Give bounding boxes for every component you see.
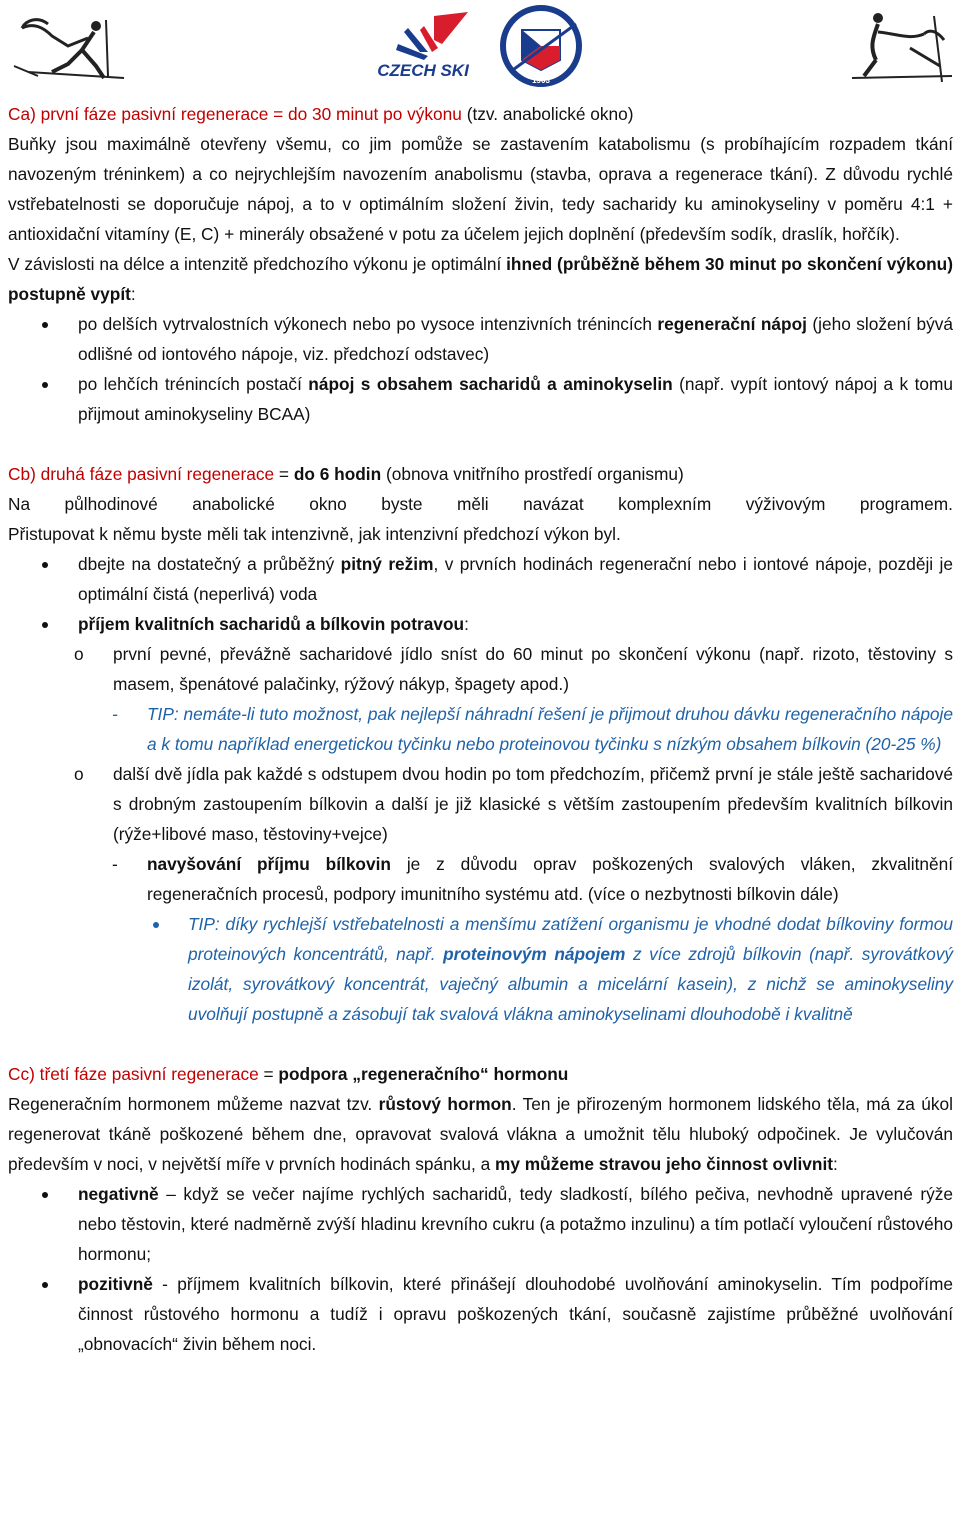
list-item: dbejte na dostatečný a průběžný pitný režim, v prvních hodinách regenerační nebo i iontové nápoje, později je optimální čistá (neperlivá) voda (8, 549, 953, 609)
bullet-marker (42, 609, 48, 639)
list-item: příjem kvalitních sacharidů a bílkovin potravou: (8, 609, 953, 639)
dash-marker: - (112, 854, 118, 874)
circle-marker: o (74, 764, 84, 784)
page-header (0, 0, 960, 92)
dash-item: - navyšování příjmu bílkovin je z důvodu oprav poškozených svalových vláken, zkvalitnění regeneračních procesů, podpory imunitního systému atd. (více o nezbytnosti bílkovin dále) (8, 849, 953, 909)
czech-ski-logo (368, 8, 478, 86)
bullet-marker (42, 1179, 48, 1209)
section-b-paragraph-1: Na půlhodinové anabolické okno byste měli navázat komplexním výživovým programem. (8, 494, 953, 514)
section-a-paragraph-2: V závislosti na délce a intenzitě předchozího výkonu je optimální ihned (průběžně během 30 minut po skončení výkonu) postupně vypít: (8, 254, 953, 304)
bullet-marker (153, 909, 159, 939)
skier-logo-right (848, 4, 956, 86)
section-a-paragraph-1: Buňky jsou maximálně otevřeny všemu, co jim pomůže se zastavením katabolismu (s probíhajícím rozpadem tkání navozeným tréninkem) a co nejrychlejším navozením anabolismu (stavba, oprava a regenerace tkání). Z důvodu rychlé vstřebatelnosti se doporučuje nápoj, a to v optimálním složení živin, tedy sacharidy ku aminokyseliny v poměru 4:1 + antioxidační vitamíny (E, C) + minerály obsažené v potu za účelem jejich doplnění (především sodík, draslík, hořčík). (8, 134, 953, 244)
section-b-heading-title: Cb) druhá fáze pasivní regenerace (8, 464, 275, 484)
sub-list-item: o další dvě jídla pak každé s odstupem dvou hodin po tom předchozím, přičemž první je stále ještě sacharidové s drobným zastoupením bílkovin a další je již klasické s větším zastoupením především kvalitních bílkovin (rýže+libové maso, těstoviny+vejce) (8, 759, 953, 849)
document-body (8, 99, 953, 1359)
dash-marker: - (112, 704, 118, 724)
section-c-heading-title: Cc) třetí fáze pasivní regenerace (8, 1064, 259, 1084)
tip-item: TIP: díky rychlejší vstřebatelnosti a menšímu zatížení organismu je vhodné dodat bílkoviny formou proteinových koncentrátů, např. proteinovým nápojem z více zdrojů bílkovin (např. syrovátkový izolát, syrovátkový koncentrát, vaječný albumin a micelární kasein), z nichž se aminokyseliny uvolňují postupně a zásobují tak svalová vlákna aminokyselinami dlouhodobě i kvalitně (8, 909, 953, 1029)
section-a-heading-title: Ca) první fáze pasivní regenerace = do 30 minut po výkonu (8, 104, 462, 124)
section-c-paragraph-1: Regeneračním hormonem můžeme nazvat tzv. růstový hormon. Ten je přirozeným hormonem lidského těla, má za úkol regenerovat tkáně poškozené během dne, opravovat svalová vlákna a umožnit tělu hluboký odpočinek. Je vylučován především v noci, v největší míře v prvních hodinách spánku, a my můžeme stravou jeho činnost ovlivnit: (8, 1094, 953, 1174)
bullet-marker (42, 369, 48, 399)
section-c-heading: Cc) třetí fáze pasivní regenerace = podpora „regeneračního“ hormonu (8, 1064, 569, 1084)
bullet-marker (42, 309, 48, 339)
circle-marker: o (74, 644, 84, 664)
czech-ski-text: CZECH SKI (377, 61, 469, 80)
section-b-heading: Cb) druhá fáze pasivní regenerace = do 6 hodin (obnova vnitřního prostředí organismu) (8, 464, 684, 484)
list-item: negativně – když se večer najíme rychlých sacharidů, tedy sladkostí, bílého pečiva, nevhodně upravené rýže nebo těstovin, které nadměrně zvýší hladinu krevního cukru (a potažmo inzulinu) a tím potlačí vyloučení růstového hormonu; (8, 1179, 953, 1269)
section-a-heading: Ca) první fáze pasivní regenerace = do 30 minut po výkonu (tzv. anabolické okno) (8, 104, 634, 124)
sub-list-item: o první pevné, převážně sacharidové jídlo sníst do 60 minut po skončení výkonu (např. rizoto, těstoviny s masem, špenátové palačinky, rýžový nákyp, špagety apod.) (8, 639, 953, 699)
bullet-marker (42, 549, 48, 579)
tip-item: - TIP: nemáte-li tuto možnost, pak nejlepší náhradní řešení je přijmout druhou dávku regeneračního nápoje a k tomu například energetickou tyčinku nebo proteinovou tyčinku s nízkým obsahem bílkovin (20-25 %) (8, 699, 953, 759)
svaz-year: 1903 (532, 76, 550, 85)
list-item: po lehčích trénincích postačí nápoj s obsahem sacharidů a aminokyselin (např. vypít iontový nápoj a k tomu přijmout aminokyseliny BCAA) (8, 369, 953, 429)
list-item: po delších vytrvalostních výkonech nebo po vysoce intenzivních trénincích regenerační nápoj (jeho složení bývá odlišné od iontového nápoje, viz. předchozí odstavec) (8, 309, 953, 369)
skier-logo-left (8, 6, 128, 86)
section-b-paragraph-2: Přistupovat k němu byste měli tak intenzivně, jak intenzivní předchozí výkon byl. (8, 524, 621, 544)
list-item: pozitivně - příjmem kvalitních bílkovin, které přinášejí dlouhodobé uvolňování aminokyselin. Tím podpoříme činnost růstového hormonu a tudíž i opravu poškozených tkání, současně zajistíme průběžné uvolňování „obnovacích“ živin během noci. (8, 1269, 953, 1359)
svaz-lyzaru-logo (496, 4, 586, 88)
bullet-marker (42, 1269, 48, 1299)
